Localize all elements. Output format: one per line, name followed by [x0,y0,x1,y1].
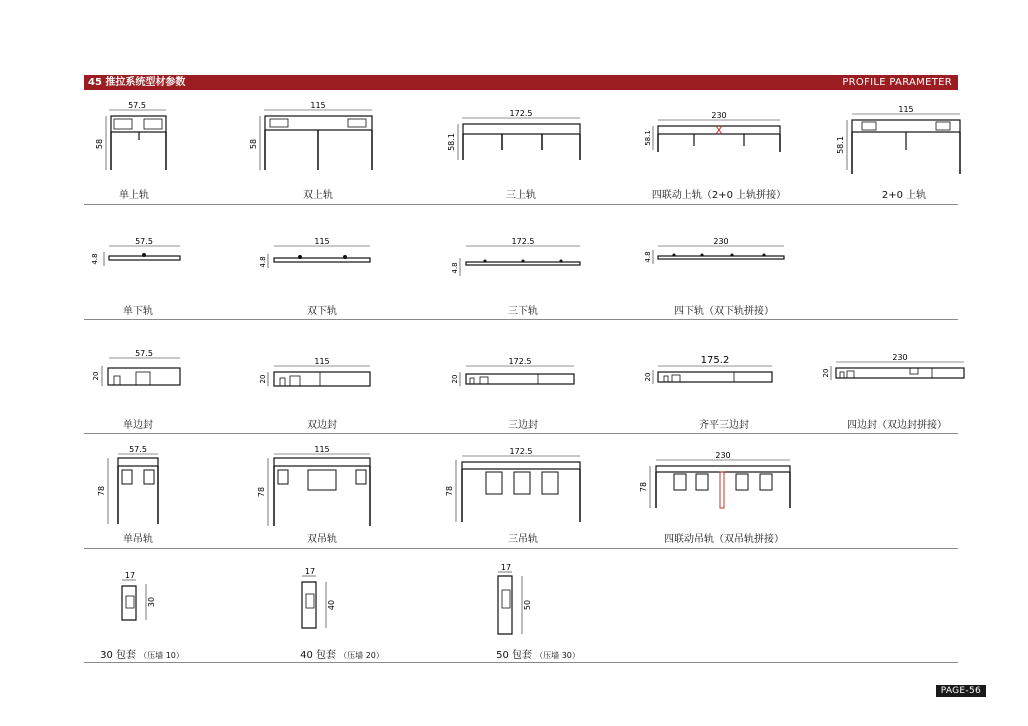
drawing-triple-hanging-rail [445,444,610,534]
row-divider [84,204,958,205]
profile-label: 双上轨 [303,190,333,201]
profile-label [438,646,638,661]
profile-label-text: 40 包套 [300,650,336,661]
profile-label: 双下轨 [307,306,337,317]
dim-width: 115 [898,105,914,114]
section-subtitle: PROFILE PARAMETER [842,77,952,88]
dim-width: 115 [310,101,326,110]
dim-height: 50 [523,599,532,611]
drawing-quad-linked-hanging-rail [639,444,804,534]
dim-width: 115 [314,237,330,246]
dim-width: 175.2 [700,355,730,366]
section-title: 45 推拉系统型材参数 [88,77,186,88]
dim-width: 230 [715,451,731,460]
profile-label: 单上轨 [119,190,149,201]
dim-height: 78 [639,481,648,493]
dim-width: 17 [124,571,136,580]
drawing-triple-side-seal [450,346,610,396]
row-divider [84,548,958,549]
dim-width: 230 [711,111,727,120]
row-divider [84,433,958,434]
profile-label: 双吊轨 [307,534,337,545]
dim-width: 172.5 [511,237,535,246]
drawing-single-side-seal [84,346,204,396]
section-header-bar [84,75,958,90]
drawing-double-bottom-rail [252,232,392,282]
profile-label-note: （压墙 30） [535,651,580,660]
drawing-quad-bottom-rail [644,232,804,282]
dim-width: 17 [304,567,316,576]
dim-height: 58.1 [447,133,456,151]
dim-height: 58 [249,138,258,150]
dim-height: 4.8 [644,251,652,263]
page-number: PAGE-56 [936,685,986,697]
dim-height: 58.1 [644,130,652,146]
drawing-double-side-seal [252,346,392,396]
profile-label: 双边封 [307,420,337,431]
dim-height: 58 [95,138,104,150]
dim-width: 115 [314,357,330,366]
profile-label: 单吊轨 [123,534,153,545]
drawing-triple-top-rail [447,100,610,180]
row-top-rails [84,100,958,200]
dim-width: 172.5 [508,357,532,366]
dim-height: 4.8 [259,256,267,268]
dim-width: 17 [500,563,512,572]
dim-height: 20 [92,371,100,381]
row-divider [84,319,958,320]
dim-height: 78 [257,486,266,498]
drawing-50-cover [480,563,600,646]
profile-label-note: （压墙 20） [339,651,384,660]
dim-height: 20 [644,372,652,382]
profile-label: 四下轨（双下轨拼接） [674,306,774,317]
drawing-quad-side-seal [822,346,972,396]
profile-label: 三边封 [508,420,538,431]
profile-label: 四联动上轨（2+0 上轨拼接） [651,190,787,201]
drawing-triple-bottom-rail [450,232,610,292]
row-side-seals [84,346,958,432]
profile-label: 单边封 [123,420,153,431]
drawing-double-hanging-rail [252,444,392,534]
drawing-double-top-rail [249,100,392,180]
profile-label: 四联动吊轨（双吊轨拼接） [664,534,784,545]
dim-height: 30 [147,596,156,608]
dim-height: 78 [445,485,454,497]
drawing-quad-linked-top-rail [644,100,804,180]
profile-label [242,646,442,661]
dim-height: 40 [327,599,336,611]
dim-width: 57.5 [135,349,153,358]
dim-width: 57.5 [129,445,147,454]
dim-height: 58.1 [836,136,845,154]
row-cover-profiles [84,563,958,666]
profile-label: 单下轨 [123,306,153,317]
dim-width: 172.5 [509,109,533,118]
row-divider [84,662,958,663]
dim-height: 4.8 [91,253,99,265]
dim-width: 57.5 [128,101,146,110]
dim-height: 20 [259,374,267,384]
profile-label: 齐平三边封 [699,420,749,431]
profile-label: 三上轨 [506,190,536,201]
row-hanging-rails [84,444,958,544]
dim-width: 172.5 [509,447,533,456]
drawing-single-hanging-rail [84,444,204,534]
profile-label: 三下轨 [508,306,538,317]
drawing-2plus0-top-rail [838,100,968,180]
drawing-40-cover [284,566,404,646]
dim-height: 78 [97,485,106,497]
profile-label [42,646,242,661]
drawing-flush-triple-side-seal [644,346,804,396]
dim-width: 115 [314,445,330,454]
profile-label: 2+0 上轨 [881,190,927,201]
dim-width: 230 [713,237,729,246]
dim-height: 4.8 [451,262,459,274]
row-bottom-rails [84,232,958,318]
profile-label-note: （压墙 10） [139,651,184,660]
dim-width: 230 [892,353,908,362]
profile-label: 四边封（双边封拼接） [847,420,947,431]
drawing-single-bottom-rail [84,232,204,282]
dim-height: 20 [451,374,459,384]
drawing-single-top-rail [84,100,204,180]
profile-label-text: 50 包套 [496,650,532,661]
dim-height: 20 [822,368,830,378]
profile-label: 三吊轨 [508,534,538,545]
drawing-30-cover [84,566,204,646]
dim-width: 57.5 [135,237,153,246]
profile-label-text: 30 包套 [100,650,136,661]
